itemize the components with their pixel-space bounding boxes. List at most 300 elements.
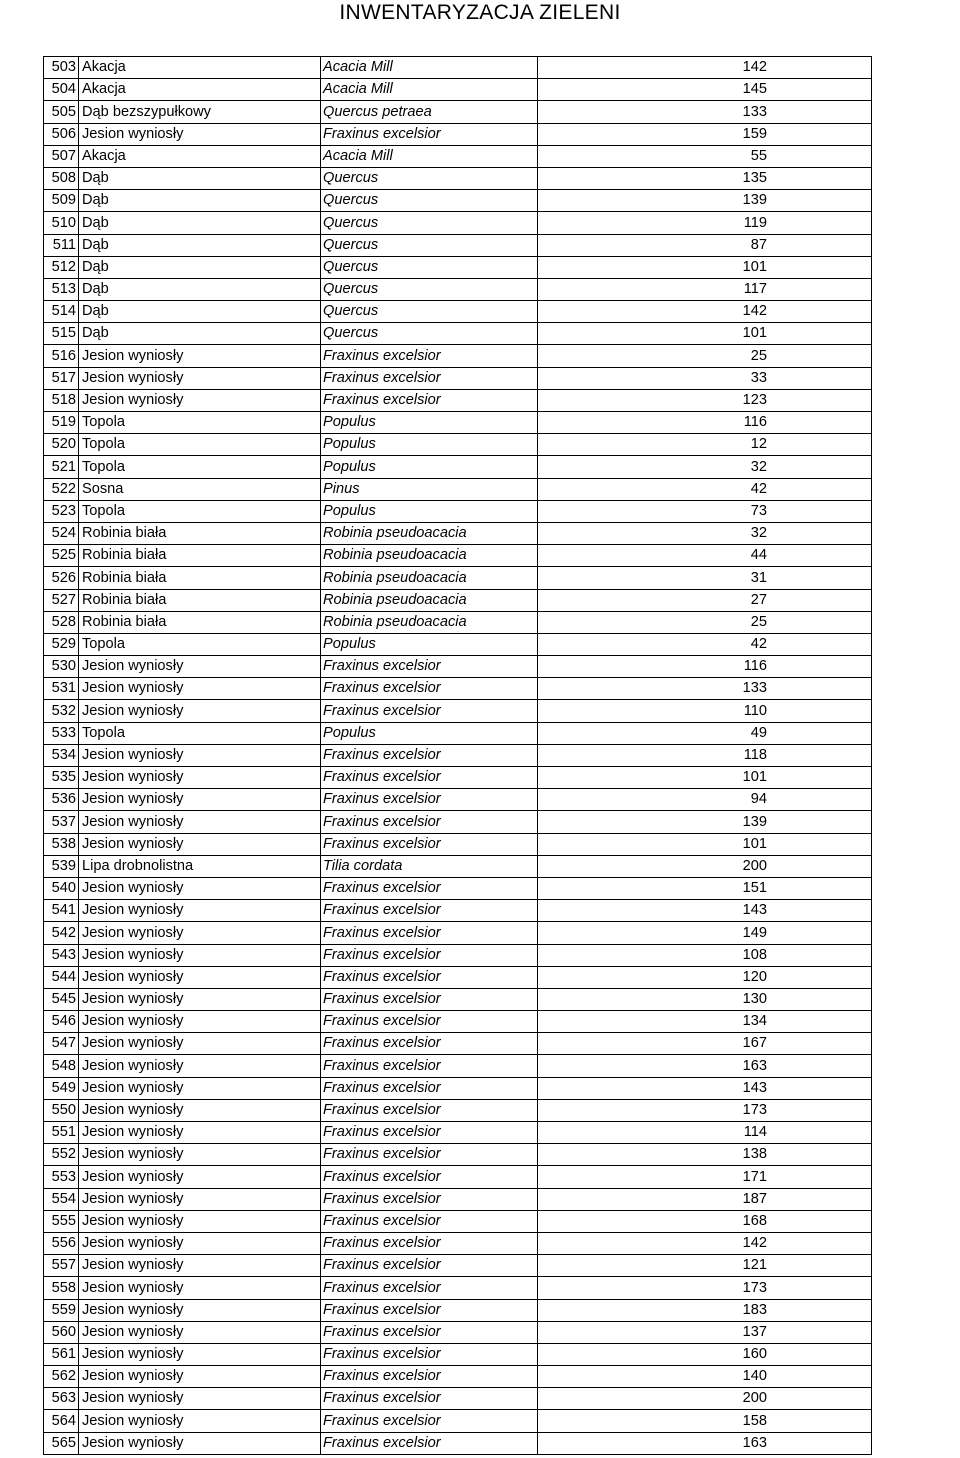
table-row	[44, 944, 872, 966]
polish-name-cell: Topola	[79, 412, 321, 434]
table-row	[44, 988, 872, 1010]
circumference-cell: 133	[538, 678, 872, 700]
latin-name-cell: Fraxinus excelsior	[321, 1055, 538, 1077]
latin-name-cell: Robinia pseudoacacia	[321, 545, 538, 567]
table-row	[44, 700, 872, 722]
polish-name-cell: Jesion wyniosły	[79, 367, 321, 389]
circumference-cell: 151	[538, 877, 872, 899]
latin-name-cell: Fraxinus excelsior	[321, 1321, 538, 1343]
polish-name-cell: Jesion wyniosły	[79, 833, 321, 855]
circumference-cell: 42	[538, 633, 872, 655]
latin-name-cell: Robinia pseudoacacia	[321, 567, 538, 589]
circumference-cell: 25	[538, 611, 872, 633]
circumference-cell: 101	[538, 767, 872, 789]
latin-name-cell: Fraxinus excelsior	[321, 1343, 538, 1365]
table-row	[44, 145, 872, 167]
tree-number-cell: 522	[44, 478, 79, 500]
circumference-cell: 163	[538, 1055, 872, 1077]
table-row	[44, 966, 872, 988]
inventory-table	[43, 56, 872, 1455]
tree-number-cell: 556	[44, 1232, 79, 1254]
polish-name-cell: Topola	[79, 434, 321, 456]
table-row	[44, 545, 872, 567]
tree-number-cell: 517	[44, 367, 79, 389]
tree-number-cell: 526	[44, 567, 79, 589]
latin-name-cell: Fraxinus excelsior	[321, 1122, 538, 1144]
table-row	[44, 1166, 872, 1188]
latin-name-cell: Fraxinus excelsior	[321, 1299, 538, 1321]
table-row	[44, 1188, 872, 1210]
tree-number-cell: 503	[44, 57, 79, 79]
polish-name-cell: Jesion wyniosły	[79, 1366, 321, 1388]
table-row	[44, 1055, 872, 1077]
table-row	[44, 101, 872, 123]
latin-name-cell: Robinia pseudoacacia	[321, 589, 538, 611]
circumference-cell: 171	[538, 1166, 872, 1188]
tree-number-cell: 539	[44, 855, 79, 877]
tree-number-cell: 536	[44, 789, 79, 811]
table-row	[44, 389, 872, 411]
polish-name-cell: Akacja	[79, 57, 321, 79]
circumference-cell: 200	[538, 855, 872, 877]
circumference-cell: 139	[538, 811, 872, 833]
circumference-cell: 42	[538, 478, 872, 500]
latin-name-cell: Fraxinus excelsior	[321, 1432, 538, 1454]
table-row	[44, 589, 872, 611]
latin-name-cell: Fraxinus excelsior	[321, 678, 538, 700]
tree-number-cell: 534	[44, 744, 79, 766]
table-row	[44, 611, 872, 633]
table-row	[44, 500, 872, 522]
tree-number-cell: 565	[44, 1432, 79, 1454]
tree-number-cell: 541	[44, 900, 79, 922]
tree-number-cell: 555	[44, 1210, 79, 1232]
polish-name-cell: Jesion wyniosły	[79, 988, 321, 1010]
table-row	[44, 877, 872, 899]
polish-name-cell: Topola	[79, 633, 321, 655]
circumference-cell: 120	[538, 966, 872, 988]
polish-name-cell: Jesion wyniosły	[79, 1232, 321, 1254]
latin-name-cell: Quercus	[321, 278, 538, 300]
polish-name-cell: Jesion wyniosły	[79, 1210, 321, 1232]
polish-name-cell: Jesion wyniosły	[79, 767, 321, 789]
polish-name-cell: Jesion wyniosły	[79, 900, 321, 922]
latin-name-cell: Acacia Mill	[321, 57, 538, 79]
polish-name-cell: Lipa drobnolistna	[79, 855, 321, 877]
polish-name-cell: Jesion wyniosły	[79, 1055, 321, 1077]
latin-name-cell: Populus	[321, 412, 538, 434]
latin-name-cell: Quercus	[321, 256, 538, 278]
circumference-cell: 200	[538, 1388, 872, 1410]
polish-name-cell: Robinia biała	[79, 589, 321, 611]
table-row	[44, 1321, 872, 1343]
polish-name-cell: Dąb	[79, 278, 321, 300]
circumference-cell: 158	[538, 1410, 872, 1432]
polish-name-cell: Topola	[79, 722, 321, 744]
circumference-cell: 94	[538, 789, 872, 811]
latin-name-cell: Quercus	[321, 167, 538, 189]
latin-name-cell: Fraxinus excelsior	[321, 1277, 538, 1299]
table-row	[44, 744, 872, 766]
polish-name-cell: Dąb	[79, 234, 321, 256]
polish-name-cell: Robinia biała	[79, 567, 321, 589]
tree-number-cell: 554	[44, 1188, 79, 1210]
polish-name-cell: Dąb	[79, 212, 321, 234]
polish-name-cell: Jesion wyniosły	[79, 1033, 321, 1055]
polish-name-cell: Jesion wyniosły	[79, 123, 321, 145]
circumference-cell: 133	[538, 101, 872, 123]
polish-name-cell: Dąb	[79, 301, 321, 323]
latin-name-cell: Quercus	[321, 234, 538, 256]
latin-name-cell: Fraxinus excelsior	[321, 1188, 538, 1210]
tree-number-cell: 558	[44, 1277, 79, 1299]
polish-name-cell: Jesion wyniosły	[79, 1343, 321, 1365]
tree-number-cell: 520	[44, 434, 79, 456]
table-row	[44, 678, 872, 700]
inventory-table-body	[44, 57, 872, 1455]
polish-name-cell: Akacja	[79, 79, 321, 101]
table-row	[44, 833, 872, 855]
circumference-cell: 142	[538, 57, 872, 79]
latin-name-cell: Fraxinus excelsior	[321, 966, 538, 988]
circumference-cell: 173	[538, 1277, 872, 1299]
table-row	[44, 345, 872, 367]
tree-number-cell: 560	[44, 1321, 79, 1343]
polish-name-cell: Jesion wyniosły	[79, 656, 321, 678]
circumference-cell: 101	[538, 323, 872, 345]
tree-number-cell: 508	[44, 167, 79, 189]
tree-number-cell: 537	[44, 811, 79, 833]
tree-number-cell: 551	[44, 1122, 79, 1144]
latin-name-cell: Fraxinus excelsior	[321, 1388, 538, 1410]
polish-name-cell: Jesion wyniosły	[79, 744, 321, 766]
polish-name-cell: Jesion wyniosły	[79, 1299, 321, 1321]
table-row	[44, 412, 872, 434]
tree-number-cell: 561	[44, 1343, 79, 1365]
latin-name-cell: Acacia Mill	[321, 79, 538, 101]
latin-name-cell: Fraxinus excelsior	[321, 345, 538, 367]
tree-number-cell: 512	[44, 256, 79, 278]
circumference-cell: 31	[538, 567, 872, 589]
table-row	[44, 811, 872, 833]
circumference-cell: 108	[538, 944, 872, 966]
table-row	[44, 656, 872, 678]
tree-number-cell: 530	[44, 656, 79, 678]
latin-name-cell: Quercus	[321, 212, 538, 234]
latin-name-cell: Fraxinus excelsior	[321, 1099, 538, 1121]
circumference-cell: 167	[538, 1033, 872, 1055]
circumference-cell: 116	[538, 412, 872, 434]
table-row	[44, 922, 872, 944]
latin-name-cell: Fraxinus excelsior	[321, 656, 538, 678]
latin-name-cell: Fraxinus excelsior	[321, 944, 538, 966]
table-row	[44, 855, 872, 877]
polish-name-cell: Jesion wyniosły	[79, 1432, 321, 1454]
tree-number-cell: 515	[44, 323, 79, 345]
table-row	[44, 57, 872, 79]
circumference-cell: 143	[538, 900, 872, 922]
latin-name-cell: Fraxinus excelsior	[321, 1255, 538, 1277]
table-row	[44, 1277, 872, 1299]
latin-name-cell: Populus	[321, 633, 538, 655]
circumference-cell: 163	[538, 1432, 872, 1454]
circumference-cell: 114	[538, 1122, 872, 1144]
tree-number-cell: 550	[44, 1099, 79, 1121]
circumference-cell: 187	[538, 1188, 872, 1210]
polish-name-cell: Jesion wyniosły	[79, 789, 321, 811]
latin-name-cell: Fraxinus excelsior	[321, 767, 538, 789]
table-row	[44, 1099, 872, 1121]
polish-name-cell: Jesion wyniosły	[79, 1188, 321, 1210]
latin-name-cell: Pinus	[321, 478, 538, 500]
latin-name-cell: Fraxinus excelsior	[321, 1033, 538, 1055]
tree-number-cell: 544	[44, 966, 79, 988]
tree-number-cell: 543	[44, 944, 79, 966]
tree-number-cell: 507	[44, 145, 79, 167]
circumference-cell: 138	[538, 1144, 872, 1166]
latin-name-cell: Fraxinus excelsior	[321, 789, 538, 811]
table-row	[44, 1432, 872, 1454]
circumference-cell: 55	[538, 145, 872, 167]
circumference-cell: 116	[538, 656, 872, 678]
table-row	[44, 367, 872, 389]
circumference-cell: 25	[538, 345, 872, 367]
polish-name-cell: Dąb	[79, 190, 321, 212]
circumference-cell: 142	[538, 1232, 872, 1254]
circumference-cell: 87	[538, 234, 872, 256]
circumference-cell: 121	[538, 1255, 872, 1277]
polish-name-cell: Jesion wyniosły	[79, 1388, 321, 1410]
tree-number-cell: 506	[44, 123, 79, 145]
polish-name-cell: Jesion wyniosły	[79, 877, 321, 899]
latin-name-cell: Fraxinus excelsior	[321, 1166, 538, 1188]
circumference-cell: 137	[538, 1321, 872, 1343]
tree-number-cell: 557	[44, 1255, 79, 1277]
circumference-cell: 33	[538, 367, 872, 389]
table-row	[44, 722, 872, 744]
polish-name-cell: Robinia biała	[79, 611, 321, 633]
circumference-cell: 149	[538, 922, 872, 944]
latin-name-cell: Robinia pseudoacacia	[321, 611, 538, 633]
latin-name-cell: Populus	[321, 722, 538, 744]
table-row	[44, 323, 872, 345]
circumference-cell: 134	[538, 1011, 872, 1033]
polish-name-cell: Jesion wyniosły	[79, 1077, 321, 1099]
polish-name-cell: Jesion wyniosły	[79, 1255, 321, 1277]
circumference-cell: 159	[538, 123, 872, 145]
table-row	[44, 900, 872, 922]
latin-name-cell: Fraxinus excelsior	[321, 988, 538, 1010]
table-row	[44, 1388, 872, 1410]
table-row	[44, 633, 872, 655]
tree-number-cell: 540	[44, 877, 79, 899]
circumference-cell: 183	[538, 1299, 872, 1321]
latin-name-cell: Populus	[321, 500, 538, 522]
table-row	[44, 79, 872, 101]
circumference-cell: 32	[538, 522, 872, 544]
circumference-cell: 49	[538, 722, 872, 744]
polish-name-cell: Dąb	[79, 167, 321, 189]
polish-name-cell: Jesion wyniosły	[79, 700, 321, 722]
tree-number-cell: 527	[44, 589, 79, 611]
table-row	[44, 1077, 872, 1099]
tree-number-cell: 533	[44, 722, 79, 744]
tree-number-cell: 518	[44, 389, 79, 411]
table-row	[44, 190, 872, 212]
table-row	[44, 1343, 872, 1365]
tree-number-cell: 559	[44, 1299, 79, 1321]
table-row	[44, 1210, 872, 1232]
circumference-cell: 118	[538, 744, 872, 766]
table-row	[44, 301, 872, 323]
table-row	[44, 1366, 872, 1388]
latin-name-cell: Populus	[321, 434, 538, 456]
circumference-cell: 123	[538, 389, 872, 411]
circumference-cell: 173	[538, 1099, 872, 1121]
tree-number-cell: 545	[44, 988, 79, 1010]
circumference-cell: 143	[538, 1077, 872, 1099]
table-row	[44, 1299, 872, 1321]
table-row	[44, 1122, 872, 1144]
circumference-cell: 130	[538, 988, 872, 1010]
tree-number-cell: 564	[44, 1410, 79, 1432]
table-row	[44, 167, 872, 189]
table-row	[44, 1255, 872, 1277]
tree-number-cell: 538	[44, 833, 79, 855]
circumference-cell: 135	[538, 167, 872, 189]
tree-number-cell: 521	[44, 456, 79, 478]
latin-name-cell: Quercus	[321, 301, 538, 323]
table-row	[44, 567, 872, 589]
latin-name-cell: Quercus	[321, 190, 538, 212]
circumference-cell: 12	[538, 434, 872, 456]
polish-name-cell: Jesion wyniosły	[79, 1166, 321, 1188]
latin-name-cell: Tilia cordata	[321, 855, 538, 877]
tree-number-cell: 542	[44, 922, 79, 944]
tree-number-cell: 513	[44, 278, 79, 300]
latin-name-cell: Populus	[321, 456, 538, 478]
polish-name-cell: Jesion wyniosły	[79, 922, 321, 944]
latin-name-cell: Fraxinus excelsior	[321, 900, 538, 922]
circumference-cell: 27	[538, 589, 872, 611]
polish-name-cell: Jesion wyniosły	[79, 1122, 321, 1144]
tree-number-cell: 531	[44, 678, 79, 700]
tree-number-cell: 525	[44, 545, 79, 567]
polish-name-cell: Jesion wyniosły	[79, 1144, 321, 1166]
tree-number-cell: 532	[44, 700, 79, 722]
polish-name-cell: Jesion wyniosły	[79, 1099, 321, 1121]
polish-name-cell: Jesion wyniosły	[79, 389, 321, 411]
table-row	[44, 278, 872, 300]
table-row	[44, 478, 872, 500]
tree-number-cell: 535	[44, 767, 79, 789]
circumference-cell: 142	[538, 301, 872, 323]
polish-name-cell: Jesion wyniosły	[79, 345, 321, 367]
latin-name-cell: Fraxinus excelsior	[321, 833, 538, 855]
polish-name-cell: Robinia biała	[79, 522, 321, 544]
tree-number-cell: 553	[44, 1166, 79, 1188]
table-row	[44, 212, 872, 234]
polish-name-cell: Jesion wyniosły	[79, 678, 321, 700]
polish-name-cell: Dąb	[79, 323, 321, 345]
table-row	[44, 789, 872, 811]
circumference-cell: 168	[538, 1210, 872, 1232]
tree-number-cell: 510	[44, 212, 79, 234]
polish-name-cell: Jesion wyniosły	[79, 1321, 321, 1343]
latin-name-cell: Fraxinus excelsior	[321, 1210, 538, 1232]
tree-number-cell: 519	[44, 412, 79, 434]
tree-number-cell: 509	[44, 190, 79, 212]
table-row	[44, 767, 872, 789]
latin-name-cell: Fraxinus excelsior	[321, 1410, 538, 1432]
tree-number-cell: 504	[44, 79, 79, 101]
table-row	[44, 1232, 872, 1254]
latin-name-cell: Robinia pseudoacacia	[321, 522, 538, 544]
polish-name-cell: Topola	[79, 500, 321, 522]
polish-name-cell: Topola	[79, 456, 321, 478]
tree-number-cell: 511	[44, 234, 79, 256]
latin-name-cell: Fraxinus excelsior	[321, 922, 538, 944]
tree-number-cell: 505	[44, 101, 79, 123]
latin-name-cell: Fraxinus excelsior	[321, 1077, 538, 1099]
tree-number-cell: 523	[44, 500, 79, 522]
tree-number-cell: 548	[44, 1055, 79, 1077]
tree-number-cell: 549	[44, 1077, 79, 1099]
tree-number-cell: 514	[44, 301, 79, 323]
polish-name-cell: Sosna	[79, 478, 321, 500]
table-row	[44, 522, 872, 544]
table-row	[44, 456, 872, 478]
latin-name-cell: Fraxinus excelsior	[321, 1144, 538, 1166]
table-row	[44, 1033, 872, 1055]
latin-name-cell: Fraxinus excelsior	[321, 389, 538, 411]
latin-name-cell: Fraxinus excelsior	[321, 123, 538, 145]
polish-name-cell: Jesion wyniosły	[79, 944, 321, 966]
table-row	[44, 1410, 872, 1432]
tree-number-cell: 546	[44, 1011, 79, 1033]
polish-name-cell: Jesion wyniosły	[79, 811, 321, 833]
tree-number-cell: 516	[44, 345, 79, 367]
circumference-cell: 110	[538, 700, 872, 722]
page-title: INWENTARYZACJA ZIELENI	[339, 1, 621, 24]
polish-name-cell: Jesion wyniosły	[79, 1410, 321, 1432]
latin-name-cell: Fraxinus excelsior	[321, 367, 538, 389]
tree-number-cell: 552	[44, 1144, 79, 1166]
latin-name-cell: Fraxinus excelsior	[321, 1366, 538, 1388]
polish-name-cell: Dąb bezszypułkowy	[79, 101, 321, 123]
circumference-cell: 32	[538, 456, 872, 478]
latin-name-cell: Acacia Mill	[321, 145, 538, 167]
circumference-cell: 117	[538, 278, 872, 300]
tree-number-cell: 547	[44, 1033, 79, 1055]
polish-name-cell: Robinia biała	[79, 545, 321, 567]
polish-name-cell: Jesion wyniosły	[79, 966, 321, 988]
circumference-cell: 101	[538, 256, 872, 278]
circumference-cell: 73	[538, 500, 872, 522]
circumference-cell: 140	[538, 1366, 872, 1388]
polish-name-cell: Jesion wyniosły	[79, 1011, 321, 1033]
latin-name-cell: Fraxinus excelsior	[321, 700, 538, 722]
latin-name-cell: Fraxinus excelsior	[321, 1232, 538, 1254]
tree-number-cell: 563	[44, 1388, 79, 1410]
circumference-cell: 145	[538, 79, 872, 101]
circumference-cell: 44	[538, 545, 872, 567]
tree-number-cell: 562	[44, 1366, 79, 1388]
latin-name-cell: Quercus petraea	[321, 101, 538, 123]
table-row	[44, 434, 872, 456]
latin-name-cell: Fraxinus excelsior	[321, 811, 538, 833]
latin-name-cell: Fraxinus excelsior	[321, 877, 538, 899]
